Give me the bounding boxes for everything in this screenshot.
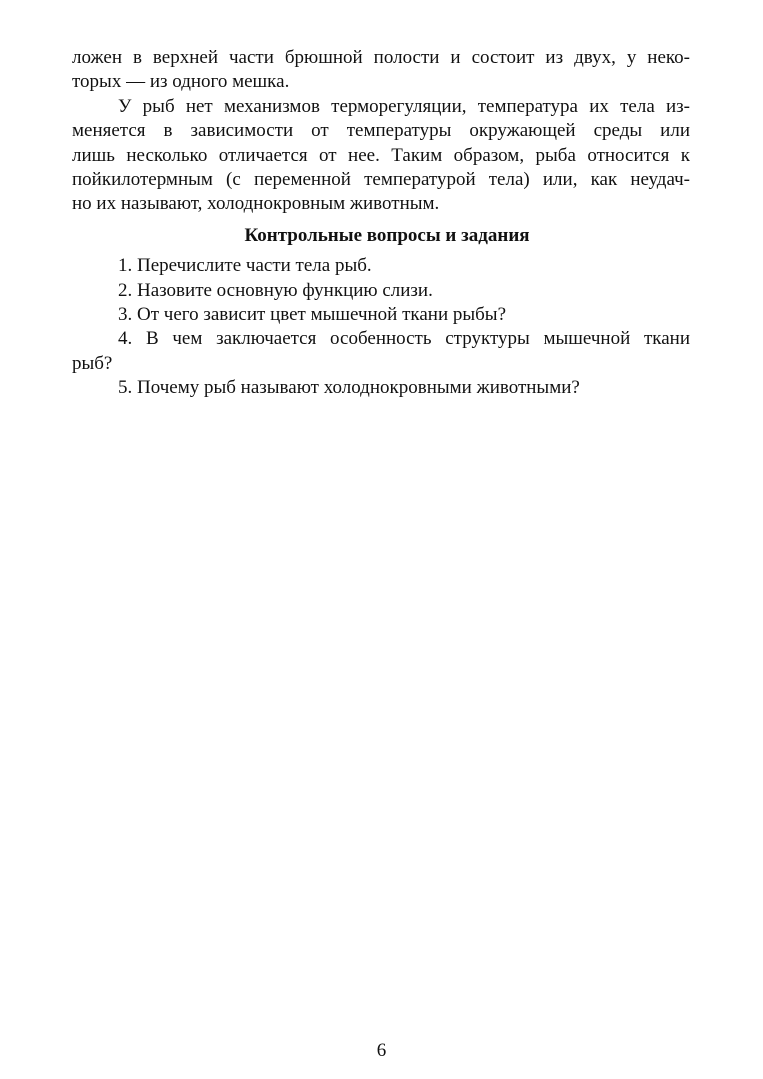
question-item: 2. Назовите основную функцию слизи. [118, 279, 433, 301]
paragraph-2 [72, 95, 690, 217]
paragraph-line: пойкилотермным (с переменной температурой тела) или, как неудач- [72, 169, 690, 191]
paragraph-line: У рыб нет механизмов терморегуляции, температура их тела из- [118, 95, 690, 117]
question-item: 5. Почему рыб называют холоднокровными животными? [118, 377, 580, 399]
paragraph-line: лишь несколько отличается от нее. Таким образом, рыба относится к [72, 144, 690, 166]
paragraph-line: но их называют, холоднокровным животным. [72, 193, 440, 215]
question-item-continuation: рыб? [72, 352, 113, 374]
question-item: 1. Перечислите части тела рыб. [118, 255, 372, 277]
questions-list [72, 254, 690, 400]
page-body [72, 46, 690, 401]
question-item: 3. От чего зависит цвет мышечной ткани рыбы? [118, 304, 506, 326]
section-heading: Контрольные вопросы и задания [244, 224, 530, 246]
paragraph-line: торых — из одного мешка. [72, 71, 290, 93]
page-number: 6 [376, 1040, 387, 1061]
paragraph-1 [72, 46, 690, 95]
paragraph-line: ложен в верхней части брюшной полости и состоит из двух, у неко- [72, 47, 690, 68]
paragraph-line: меняется в зависимости от температуры окружающей среды или [72, 120, 690, 142]
question-item: 4. В чем заключается особенность структуры мышечной ткани [118, 328, 690, 350]
